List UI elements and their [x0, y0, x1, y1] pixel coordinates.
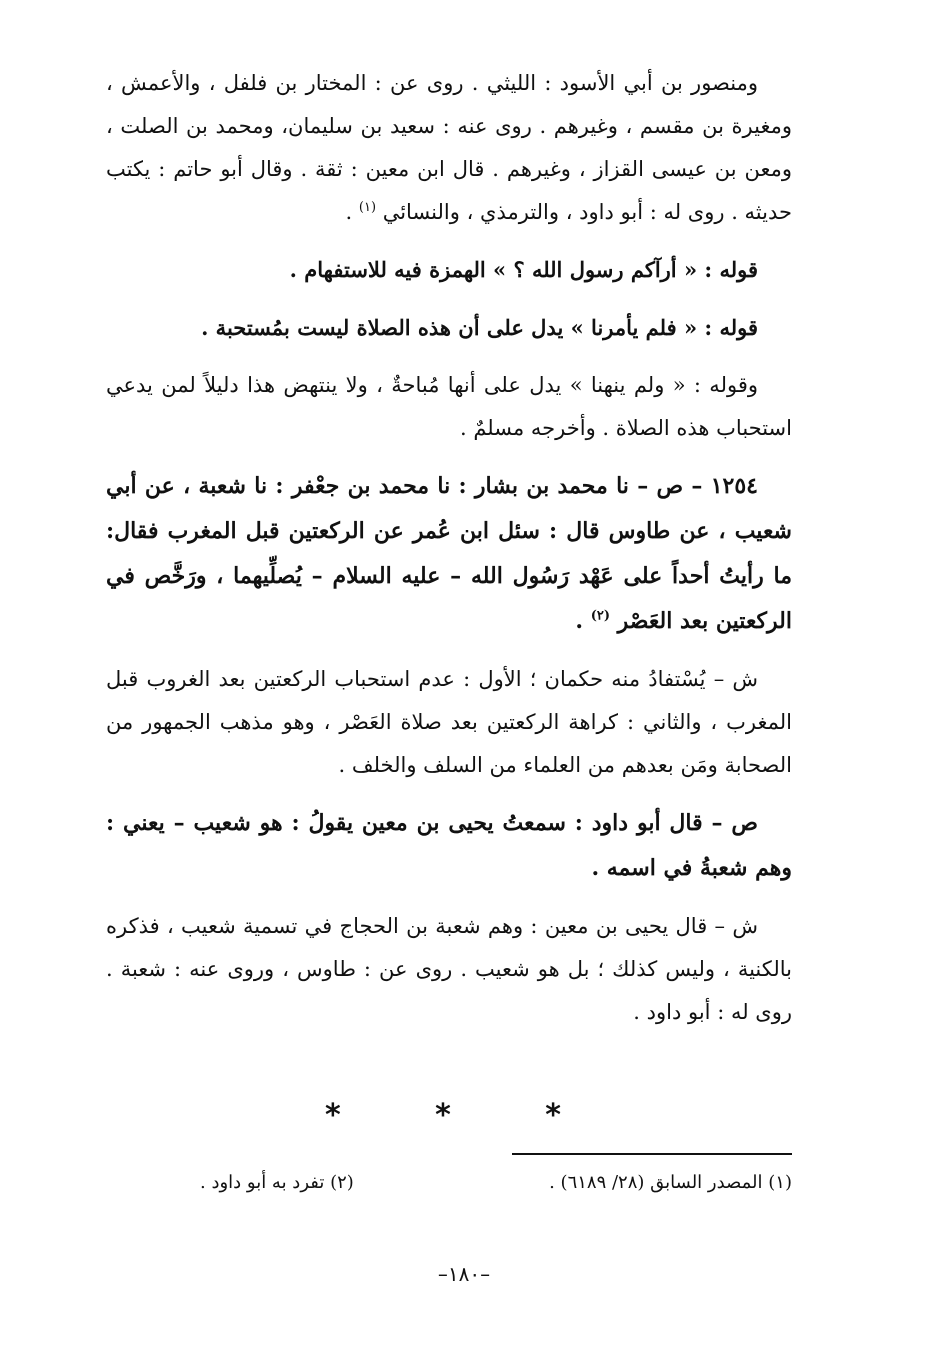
- hadith-1254-paragraph: [106, 464, 792, 644]
- page-number: –١٨٠–: [437, 1262, 491, 1286]
- abu-dawud-statement-paragraph: [106, 801, 792, 891]
- commentary-prohibition-paragraph: [106, 364, 792, 450]
- footnote-divider: [512, 1153, 792, 1155]
- footnotes: [200, 1172, 792, 1193]
- paragraph-text: ١٢٥٤ – ص – نا محمد بن بشار : نا محمد بن جعْفر : نا شعبة ، عن أبي شعيب ، عن طاوس قال : سئل ابن عُمر عن الركعتين قبل المغرب فقال: ما رأيتُ أحداً على عَهْد رَسُول الله – عليه السلام – يُصلِّيهما ، ورَخَّص في الركعتين بعد العَصْر: [106, 473, 792, 634]
- paragraph-tail: .: [345, 200, 359, 224]
- footnote-2: (٢) تفرد به أبو داود .: [200, 1172, 354, 1193]
- paragraph-text: قوله : « أرآكم رسول الله ؟ » الهمزة فيه للاستفهام .: [289, 257, 758, 282]
- paragraph-text: قوله : « فلم يأمرنا » يدل على أن هذه الصلاة ليست بمُستحبة .: [201, 315, 758, 340]
- paragraph-text: ومنصور بن أبي الأسود : الليثي . روى عن : المختار بن فلفل ، والأعمش ، ومغيرة بن مقسم ، وغيرهم . روى عنه : سعيد بن سليمان، ومحمد بن الصلت ، ومعن بن عيسى القزاز ، وغيرهم . قال ابن معين : ثقة . وقال أبو حاتم : يكتب حديثه . روى له : أبو داود ، والترمذي ، والنسائي: [106, 71, 792, 224]
- commentary-question-paragraph: [106, 248, 792, 292]
- footnote-marker: (٢): [590, 608, 610, 624]
- yahya-explanation-paragraph: [106, 905, 792, 1034]
- paragraph-text: ش – يُسْتفادُ منه حكمان ؛ الأول : عدم استحباب الركعتين بعد الغروب قبل المغرب ، والثاني : كراهة الركعتين بعد صلاة العَصْر ، وهو مذهب الجمهور من الصحابة ومَن بعدهم من العلماء من السلف والخلف .: [106, 667, 792, 777]
- paragraph-tail: .: [575, 608, 591, 634]
- section-separator: * * *: [325, 1098, 603, 1133]
- paragraph-text: ص – قال أبو داود : سمعتُ يحيى بن معين يقولُ : هو شعيب – يعني : وهم شعبةُ في اسمه .: [106, 810, 792, 881]
- narrator-bio-paragraph: [106, 62, 792, 234]
- paragraph-text: ش – قال يحيى بن معين : وهم شعبة بن الحجاج في تسمية شعيب ، فذكره بالكنية ، وليس كذلك ؛ بل هو شعيب . روى عن : طاوس ، وروى عنه : شعبة . روى له : أبو داود .: [106, 914, 792, 1024]
- paragraph-text: وقوله : « ولم ينهنا » يدل على أنها مُباحةٌ ، ولا ينتهض هذا دليلاً لمن يدعي استحباب هذه الصلاة . وأخرجه مسلمٌ .: [106, 373, 792, 440]
- explanation-paragraph: [106, 658, 792, 787]
- commentary-command-paragraph: [106, 306, 792, 350]
- footnote-1: (١) المصدر السابق (٢٨/ ٦١٨٩) .: [549, 1172, 792, 1193]
- footnote-marker: (١): [358, 200, 377, 215]
- page-body: [106, 62, 792, 1048]
